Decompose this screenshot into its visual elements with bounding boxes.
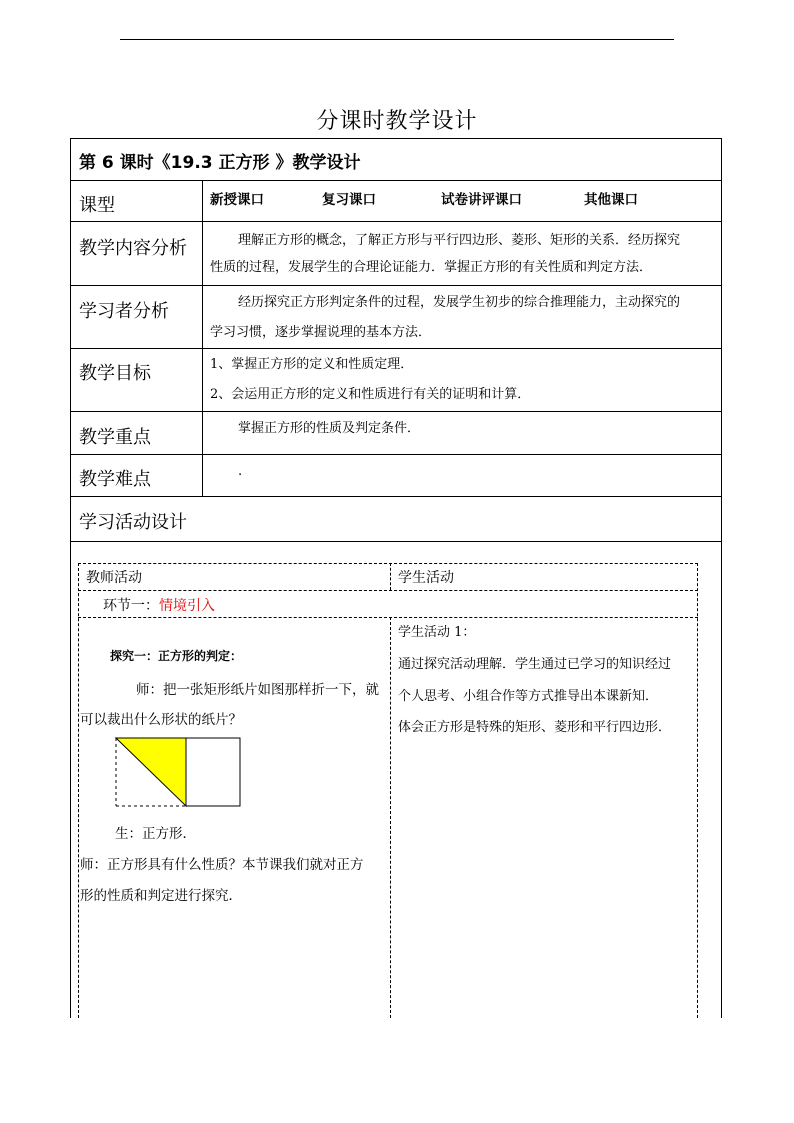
- teacher-text-line-3: 师：正方形具有什么性质？本节课我们就对正方: [80, 857, 364, 873]
- learner-analysis-line-1: 经历探究正方形判定条件的过程，发展学生初步的综合推理能力，主动探究的: [238, 295, 681, 310]
- row-divider: [70, 221, 722, 222]
- document-title: 分课时教学设计: [316, 109, 478, 134]
- difficult-points-text: .: [238, 464, 243, 479]
- student-activity-title: 学生活动 1：: [398, 625, 476, 640]
- activity-column-divider: [390, 617, 391, 1018]
- section-title: 情境引入: [159, 598, 215, 614]
- teacher-text-line-4: 形的性质和判定进行探究．: [80, 888, 242, 904]
- option-other-lesson: 其他课口: [584, 192, 638, 208]
- section-heading: [103, 595, 215, 615]
- activity-row-divider: [78, 617, 698, 618]
- teacher-activity-header: 教师活动: [86, 570, 142, 586]
- option-exam-review-lesson: 试卷讲评课口: [441, 192, 522, 208]
- row-divider: [70, 496, 722, 497]
- label-key-points: 教学重点: [79, 427, 151, 448]
- row-divider: [70, 454, 722, 455]
- student-activity-line-2: 个人思考、小组合作等方式推导出本课新知．: [398, 689, 659, 704]
- content-analysis-line-2: 性质的过程，发展学生的合理论证能力．掌握正方形的有关性质和判定方法．: [210, 260, 653, 275]
- header-rule: [120, 39, 674, 40]
- explore-heading: 探究一：正方形的判定：: [110, 649, 243, 663]
- teacher-text-line-2: 可以裁出什么形状的纸片？: [80, 712, 242, 728]
- paper-fold-figure: [110, 732, 246, 812]
- label-teaching-goals: 教学目标: [79, 363, 151, 384]
- course-title: 第 6 课时《19.3 正方形 》教学设计: [79, 153, 361, 173]
- student-answer: 生：正方形．: [115, 826, 196, 842]
- student-activity-header: 学生活动: [398, 570, 454, 586]
- student-activity-line-3: 体会正方形是特殊的矩形、菱形和平行四边形．: [398, 720, 672, 735]
- label-lesson-type: 课型: [79, 195, 115, 216]
- row-divider: [70, 180, 722, 181]
- learner-analysis-line-2: 学习习惯，逐步掌握说理的基本方法．: [210, 325, 432, 340]
- row-divider: [70, 285, 722, 286]
- teacher-text-line-1: 师：把一张矩形纸片如图那样折一下，就: [136, 682, 379, 698]
- row-divider: [70, 348, 722, 349]
- label-content-analysis: 教学内容分析: [79, 238, 187, 259]
- goal-2: 2、会运用正方形的定义和性质进行有关的证明和计算．: [210, 387, 531, 402]
- key-points-text: 掌握正方形的性质及判定条件．: [238, 421, 421, 436]
- label-activity-design: 学习活动设计: [79, 512, 187, 533]
- row-divider: [70, 541, 722, 542]
- activity-column-divider: [390, 563, 391, 590]
- goal-1: 1、掌握正方形的定义和性质定理．: [210, 357, 414, 372]
- option-review-lesson: 复习课口: [322, 192, 376, 208]
- column-divider: [202, 180, 203, 496]
- label-difficult-points: 教学难点: [79, 469, 151, 490]
- label-learner-analysis: 学习者分析: [79, 301, 169, 322]
- folded-triangle: [116, 738, 186, 806]
- remaining-strip: [186, 738, 240, 806]
- activity-row-divider: [78, 590, 698, 591]
- student-activity-line-1: 通过探究活动理解．学生通过已学习的知识经过: [398, 657, 672, 672]
- section-prefix: 环节一：: [103, 598, 159, 614]
- option-new-lesson: 新授课口: [210, 192, 264, 208]
- content-analysis-line-1: 理解正方形的概念，了解正方形与平行四边形、菱形、矩形的关系．经历探究: [238, 233, 681, 248]
- row-divider: [70, 411, 722, 412]
